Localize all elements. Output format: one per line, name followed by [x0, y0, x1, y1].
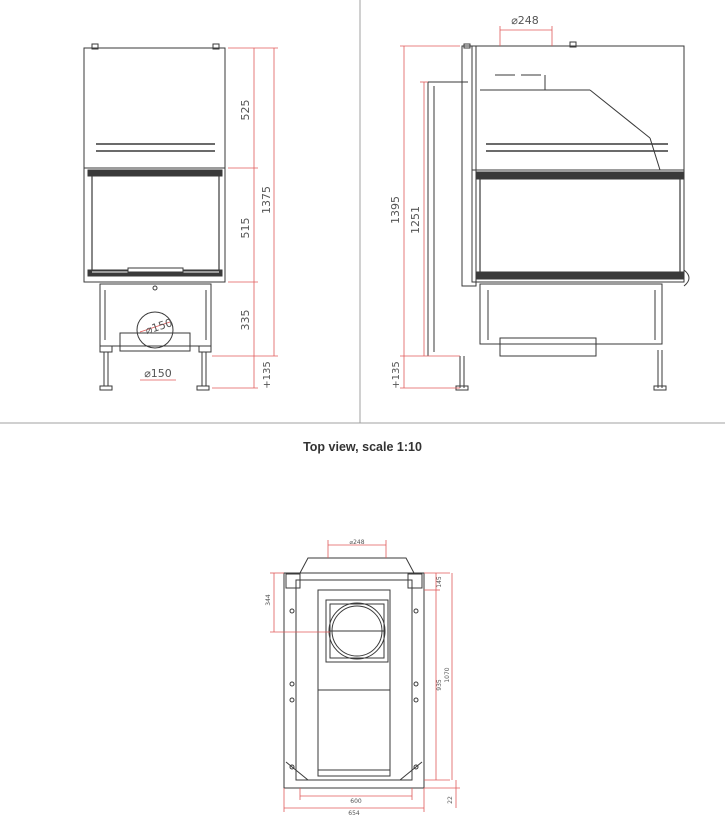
side-base [480, 284, 662, 344]
dim-front-air-inlet: ⌀150 [144, 367, 172, 380]
front-base [100, 284, 211, 346]
dim-top-145: 145 [436, 576, 443, 588]
dim-front-335: 335 [239, 309, 252, 331]
front-firebox [84, 168, 225, 282]
front-view [84, 44, 225, 390]
dim-front-515: 515 [239, 217, 252, 239]
dim-side-1251: 1251 [409, 206, 422, 234]
dim-side-flue: ⌀248 [511, 14, 539, 27]
top-outline [284, 573, 424, 788]
dim-top-344: 344 [265, 594, 272, 606]
dim-side-1395: 1395 [389, 196, 402, 224]
front-hood [84, 48, 225, 168]
top-view [284, 558, 424, 788]
dim-front-135: +135 [262, 361, 273, 389]
top-view-caption: Top view, scale 1:10 [303, 440, 422, 454]
dim-top-654: 654 [348, 810, 360, 817]
side-view [428, 42, 689, 390]
front-dimensions [140, 48, 278, 388]
dim-top-1070: 1070 [444, 667, 451, 683]
dim-top-600: 600 [350, 798, 362, 805]
dim-top-flue: ⌀248 [349, 539, 365, 546]
top-dimensions [270, 540, 460, 812]
dim-top-935: 935 [436, 679, 443, 691]
dim-top-22: 22 [447, 796, 454, 804]
dim-front-1375: 1375 [260, 186, 273, 214]
dim-front-525: 525 [239, 99, 252, 121]
dim-side-135: +135 [391, 361, 402, 389]
dim-front-flue-outlet: ⌀150 [143, 316, 175, 338]
side-firebox [472, 170, 684, 282]
